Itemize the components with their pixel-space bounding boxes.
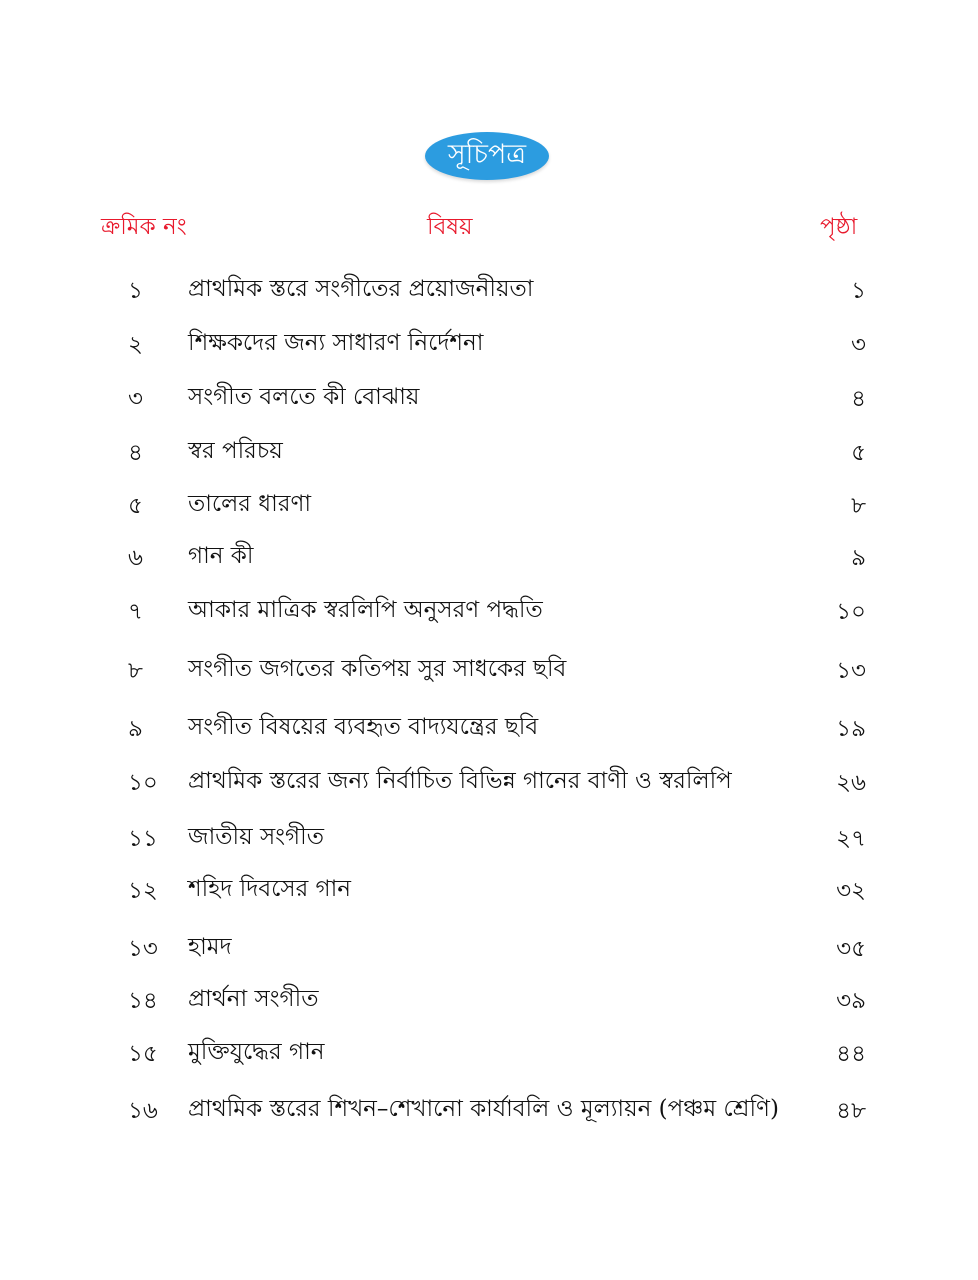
toc-serial: ১৪ xyxy=(128,988,158,1014)
toc-topic: হামদ xyxy=(188,934,232,960)
toc-topic: শহিদ দিবসের গান xyxy=(188,876,352,902)
toc-topic: শিক্ষকদের জন্য সাধারণ নির্দেশনা xyxy=(188,330,484,356)
toc-page: ৪৪ xyxy=(836,1041,866,1067)
toc-page: ২৬ xyxy=(836,770,866,796)
toc-topic: গান কী xyxy=(188,543,254,569)
toc-serial: ১১ xyxy=(128,826,158,852)
toc-topic: আকার মাত্রিক স্বরলিপি অনুসরণ পদ্ধতি xyxy=(188,597,543,623)
toc-row xyxy=(0,760,978,800)
toc-topic: প্রাথমিক স্তরের জন্য নির্বাচিত বিভিন্ন গানের বাণী ও স্বরলিপি xyxy=(188,768,732,794)
toc-topic: তালের ধারণা xyxy=(188,491,312,517)
toc-topic: সংগীত বিষয়ের ব্যবহৃত বাদ্যযন্ত্রের ছবি xyxy=(188,714,539,740)
toc-topic: জাতীয় সংগীত xyxy=(188,824,324,850)
toc-serial: ৪ xyxy=(128,440,143,466)
toc-serial: ৭ xyxy=(128,599,143,625)
toc-page: ১০ xyxy=(836,599,866,625)
page-title: সূচিপত্র xyxy=(425,132,549,180)
toc-page: ৯ xyxy=(851,545,866,571)
toc-page: ১৯ xyxy=(836,716,866,742)
toc-row xyxy=(0,430,978,470)
toc-serial: ৮ xyxy=(128,658,143,684)
column-header-page: পৃষ্ঠা xyxy=(820,214,858,240)
toc-page: ১ xyxy=(851,278,866,304)
toc-topic: প্রার্থনা সংগীত xyxy=(188,986,319,1012)
toc-row xyxy=(0,816,978,856)
toc-row xyxy=(0,926,978,966)
toc-page: ৩৯ xyxy=(836,988,866,1014)
toc-serial: ২ xyxy=(128,332,143,358)
toc-row xyxy=(0,648,978,688)
toc-serial: ৬ xyxy=(128,545,143,571)
toc-row xyxy=(0,376,978,416)
toc-row xyxy=(0,868,978,908)
toc-page: ৩৫ xyxy=(836,936,866,962)
toc-page: ৪৮ xyxy=(836,1098,866,1124)
toc-topic: স্বর পরিচয় xyxy=(188,438,283,464)
toc-topic: সংগীত বলতে কী বোঝায় xyxy=(188,384,420,410)
toc-row xyxy=(0,1031,978,1071)
toc-serial: ১৫ xyxy=(128,1041,158,1067)
toc-serial: ১২ xyxy=(128,878,158,904)
toc-topic: সংগীত জগতের কতিপয় সুর সাধকের ছবি xyxy=(188,656,567,682)
toc-serial: ১ xyxy=(128,278,143,304)
toc-row xyxy=(0,1088,978,1128)
toc-serial: ১৬ xyxy=(128,1098,158,1124)
toc-row xyxy=(0,535,978,575)
toc-row xyxy=(0,589,978,629)
toc-page: ৪ xyxy=(851,386,866,412)
toc-topic: মুক্তিযুদ্ধের গান xyxy=(188,1039,325,1065)
toc-topic: প্রাথমিক স্তরে সংগীতের প্রয়োজনীয়তা xyxy=(188,276,534,302)
toc-serial: ১০ xyxy=(128,770,158,796)
column-header-subject: বিষয় xyxy=(427,214,473,240)
toc-row xyxy=(0,706,978,746)
toc-row xyxy=(0,322,978,362)
toc-page: ৮ xyxy=(851,493,866,519)
toc-serial: ১৩ xyxy=(128,936,158,962)
column-header-serial: ক্রমিক নং xyxy=(101,214,187,240)
toc-row xyxy=(0,978,978,1018)
toc-row xyxy=(0,483,978,523)
toc-page: ৫ xyxy=(851,440,866,466)
toc-page: ৩ xyxy=(851,332,866,358)
toc-page: ১৩ xyxy=(836,658,866,684)
toc-serial: ৯ xyxy=(128,716,143,742)
toc-page: ২৭ xyxy=(836,826,866,852)
toc-topic: প্রাথমিক স্তরের শিখন–শেখানো কার্যাবলি ও মূল্যায়ন (পঞ্চম শ্রেণি) xyxy=(188,1096,779,1122)
toc-serial: ৫ xyxy=(128,493,143,519)
toc-row xyxy=(0,268,978,308)
toc-serial: ৩ xyxy=(128,386,143,412)
toc-page: ৩২ xyxy=(836,878,866,904)
